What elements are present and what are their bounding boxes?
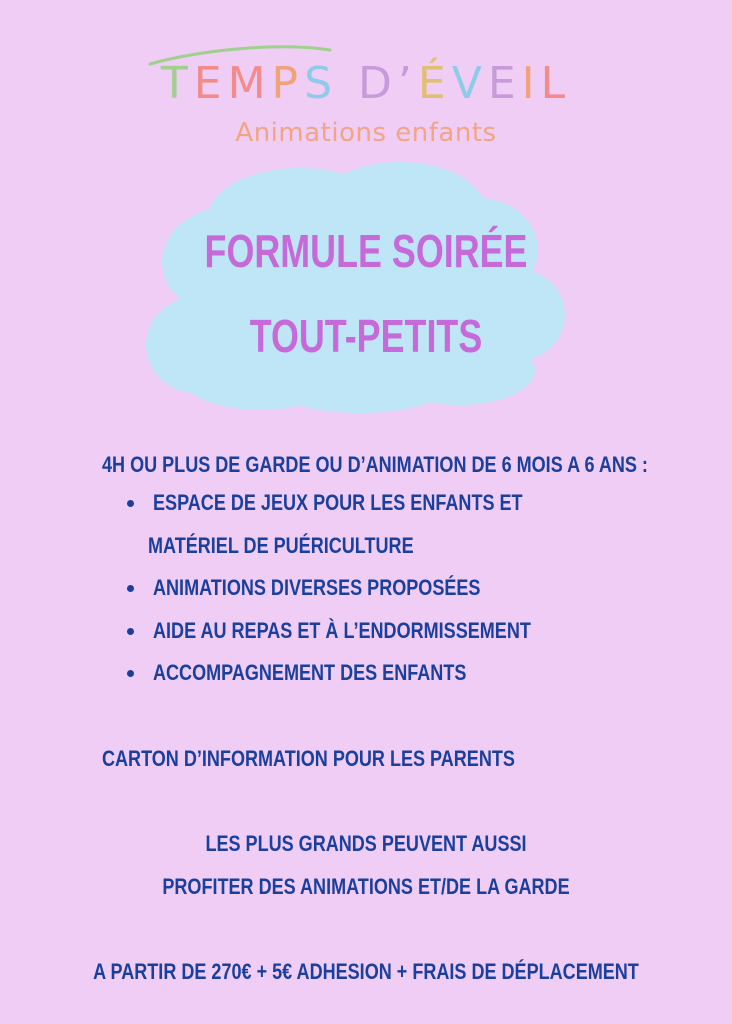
intro-text: 4H OU PLUS DE GARDE OU D’ANIMATION DE 6 MOIS A 6 ANS : <box>102 452 648 477</box>
bullet-dot <box>127 670 134 677</box>
bullet-dot <box>127 585 134 592</box>
brand-letter: D <box>358 58 398 109</box>
bullet-dot <box>127 628 134 635</box>
older-children-line-2: PROFITER DES ANIMATIONS ET/DE LA GARDE <box>162 874 570 899</box>
brand-letter: I <box>521 58 541 109</box>
brand-letter: S <box>304 58 339 109</box>
brand-subtitle: Animations enfants <box>235 118 497 148</box>
brand-letter: T <box>160 58 194 109</box>
bullet-4: ACCOMPAGNEMENT DES ENFANTS <box>153 660 467 685</box>
brand-letter: L <box>540 58 572 109</box>
brand-letter: M <box>227 58 272 109</box>
headline-line-2: TOUT-PETITS <box>249 310 483 362</box>
price-text: A PARTIR DE 270€ + 5€ ADHESION + FRAIS DE DÉPLACEMENT <box>93 959 639 984</box>
bullet-1-line-2: MATÉRIEL DE PUÉRICULTURE <box>148 533 414 558</box>
brand-letter: V <box>451 58 488 109</box>
older-children-line-1: LES PLUS GRANDS PEUVENT AUSSI <box>205 831 527 856</box>
bullet-1-line-1: ESPACE DE JEUX POUR LES ENFANTS ET <box>153 490 523 515</box>
bullet-2: ANIMATIONS DIVERSES PROPOSÉES <box>153 575 481 600</box>
brand-letter: É <box>417 58 452 109</box>
brand-letter: E <box>487 58 522 109</box>
bullet-3: AIDE AU REPAS ET À L’ENDORMISSEMENT <box>153 618 531 643</box>
brand-letter: ’ <box>397 58 418 109</box>
brand-letter: P <box>271 58 305 109</box>
brand-letter: E <box>193 58 228 109</box>
headline-line-1: FORMULE SOIRÉE <box>204 225 528 277</box>
info-card-text: CARTON D’INFORMATION POUR LES PARENTS <box>102 746 515 771</box>
bullet-dot <box>127 500 134 507</box>
